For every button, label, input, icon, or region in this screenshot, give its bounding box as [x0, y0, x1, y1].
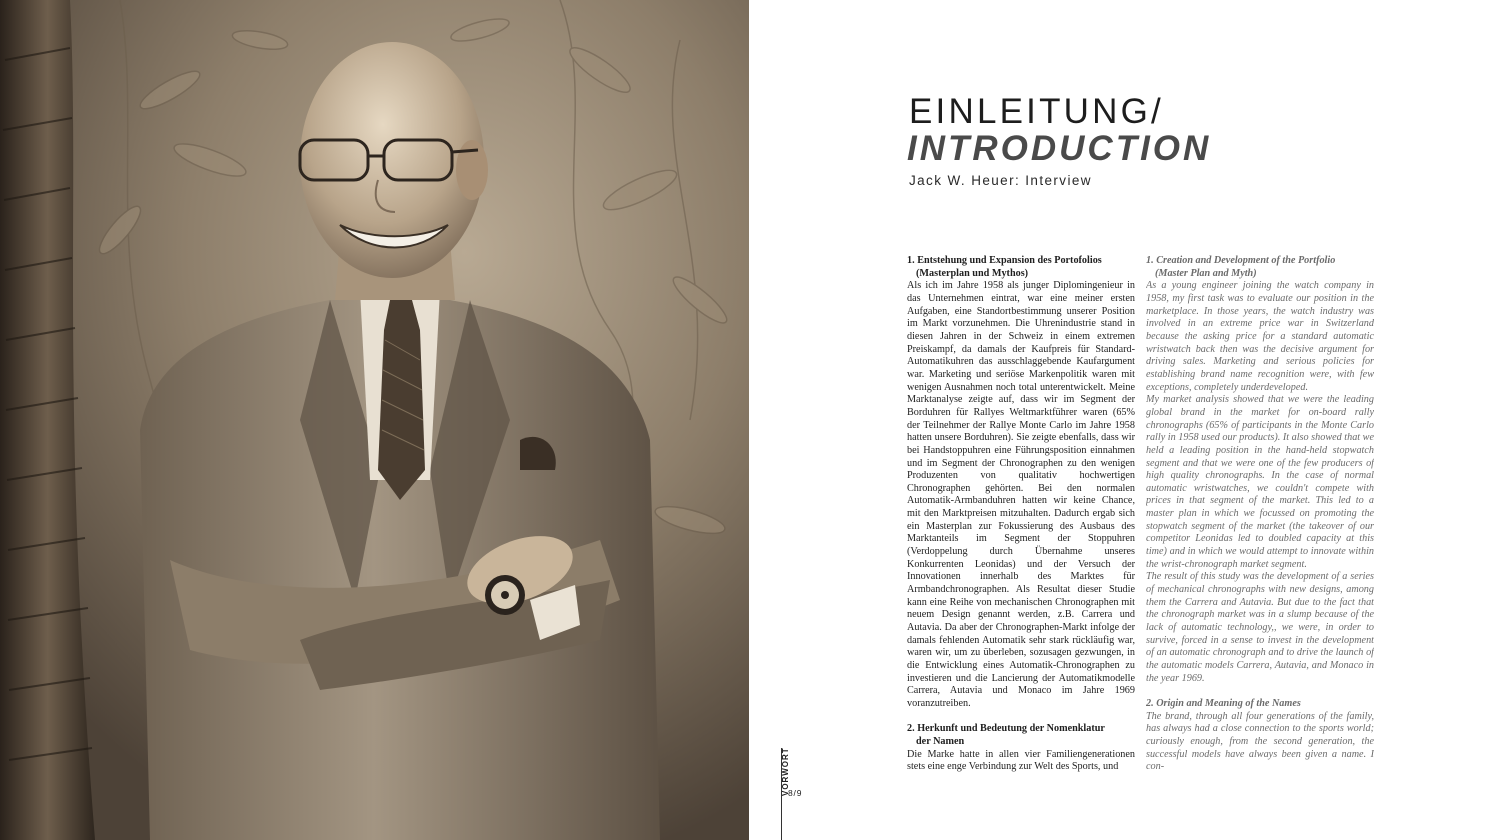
heading-english: INTRODUCTION — [907, 129, 1212, 168]
english-section-2-text: The brand, through all four generations of the family, has always had a close connection to the sports world; curiously enough, from the second generation, the successful models have always been given a name. I con- — [1146, 710, 1374, 773]
english-section-1-heading — [1146, 255, 1374, 280]
german-section-2-subtitle: der Namen — [916, 735, 965, 747]
english-section-1-subtitle: (Master Plan and Myth) — [1155, 267, 1257, 279]
portrait-photo — [0, 0, 749, 840]
german-section-1-heading — [907, 255, 1135, 280]
german-section-2-text: Die Marke hatte in allen vier Familiengenerationen stets eine enge Verbindung zur Welt des Sports, und — [907, 748, 1135, 773]
english-column — [1146, 255, 1374, 775]
english-section-1-title: 1. Creation and Development of the Portfolio — [1146, 255, 1336, 266]
interview-subtitle: Jack W. Heuer: Interview — [909, 173, 1092, 188]
german-section-2-heading — [907, 723, 1135, 748]
text-page — [749, 0, 1500, 840]
german-column — [907, 255, 1135, 775]
english-section-1-paragraph-c: The result of this study was the development of a series of mechanical chronographs with new designs, among them the Carrera and Autavia. But due to the fact that the chronograph market was in a slump because of the lack of automatic technology,, we were, in order to survive, forced in a sense to invest in the development of an automatic chronograph and to drive the launch of the automatic models Carrera, Autavia, and Monaco in the year 1969. — [1146, 571, 1374, 684]
page-numbers: 8/9 — [788, 788, 803, 798]
german-section-1-text: Als ich im Jahre 1958 als junger Diplomingenieur in das Unternehmen eintrat, war eine meiner ersten Aufgaben, eine Standortbestimmung unserer Position im Markt vorzunehmen. Die Uhrenindustrie stand in diesen Jahren in der Schweiz in einem extremen Preiskampf, da damals der Kaufpreis für Standard-Automatikuhren das ausschlaggebende Kaufargument war. Marketing und seriöse Markenpolitik waren mit wenigen Ausnahmen noch total unterentwickelt. Meine Marktanalyse zeigte auf, dass wir im Segment der Borduhren für Rallyes Weltmarktführer waren (65% der Teilnehmer der Rallye Monte Carlo im Jahre 1958 hatten unsere Borduhren). Sie zeigte ebenfalls, dass wir bei Handstoppuhren eine Führungsposition einnahmen und im Segment der Chronographen zu den wenigen Produzenten von qualitativ hochwertigen Chronographen gehörten. Bei den normalen Automatik-Armbanduhren hatten wir keine Chance, mit den Marktpreisen mitzuhalten. Dadurch ergab sich ein Masterplan zur Fokussierung des Ausbaus des Marktanteils im Segment der Stoppuhren (Verdoppelung durch Übernahme unseres Konkurrenten Leonidas) und der Versuch der Innovationen innerhalb des Marktes für Armbandchronographen. Als Resultat dieser Studie kann eine Reihe von mechanischen Chronographen mit neuem Design genannt werden, z.B. Carrera und Autavia. Da aber der Chronographen-Markt infolge der damals fehlenden Automatik sehr stark rückläufig war, waren wir, um zu überleben, sozusagen gezwungen, in die Entwicklung eines Automatik-Chronographen zu investieren und die Lancierung der Automatikmodelle Carrera, Autavia und Monaco im Jahre 1969 voranzutreiben. — [907, 280, 1135, 709]
section-label: VORWORT — [781, 747, 790, 796]
german-section-1-subtitle: (Masterplan und Mythos) — [916, 267, 1029, 279]
heading-german: EINLEITUNG/ — [909, 92, 1164, 131]
english-section-1-paragraph-a: As a young engineer joining the watch company in 1958, my first task was to evaluate our position in the marketplace. In those years, the watch industry was involved in an extreme price war in Switzerland because the asking price for a standard automatic wristwatch back then was the decisive argument for driving sales. Marketing and serious policies for establishing brand name recognition were, with few exceptions, completely underdeveloped. — [1146, 280, 1374, 393]
german-section-1-title: 1. Entstehung und Expansion des Portofolios — [907, 255, 1102, 266]
english-section-1-paragraph-b: My market analysis showed that we were the leading global brand in the market for on-board rally chronographs (65% of participants in the Monte Carlo rally in 1958 used our products). It also showed that we held a leading position in the hand-held stopwatch segment and that we were one of the few producers of high quality chronographs. In the case of normal automatic wristwatches, we couldn't compete with prices in that segment of the market. This led to a master plan in which we focussed on promoting the stopwatch segment of the market (the takeover of our competitor Leonidas led to doubled capacity at this time) and in which we would attempt to innovate within the wrist-chronograph market segment. — [1146, 394, 1374, 570]
english-section-2-heading — [1146, 698, 1374, 711]
portrait-illustration — [0, 0, 749, 840]
german-section-2-title: 2. Herkunft und Bedeutung der Nomenklatur — [907, 723, 1105, 735]
english-section-2-title: 2. Origin and Meaning of the Names — [1146, 697, 1301, 709]
